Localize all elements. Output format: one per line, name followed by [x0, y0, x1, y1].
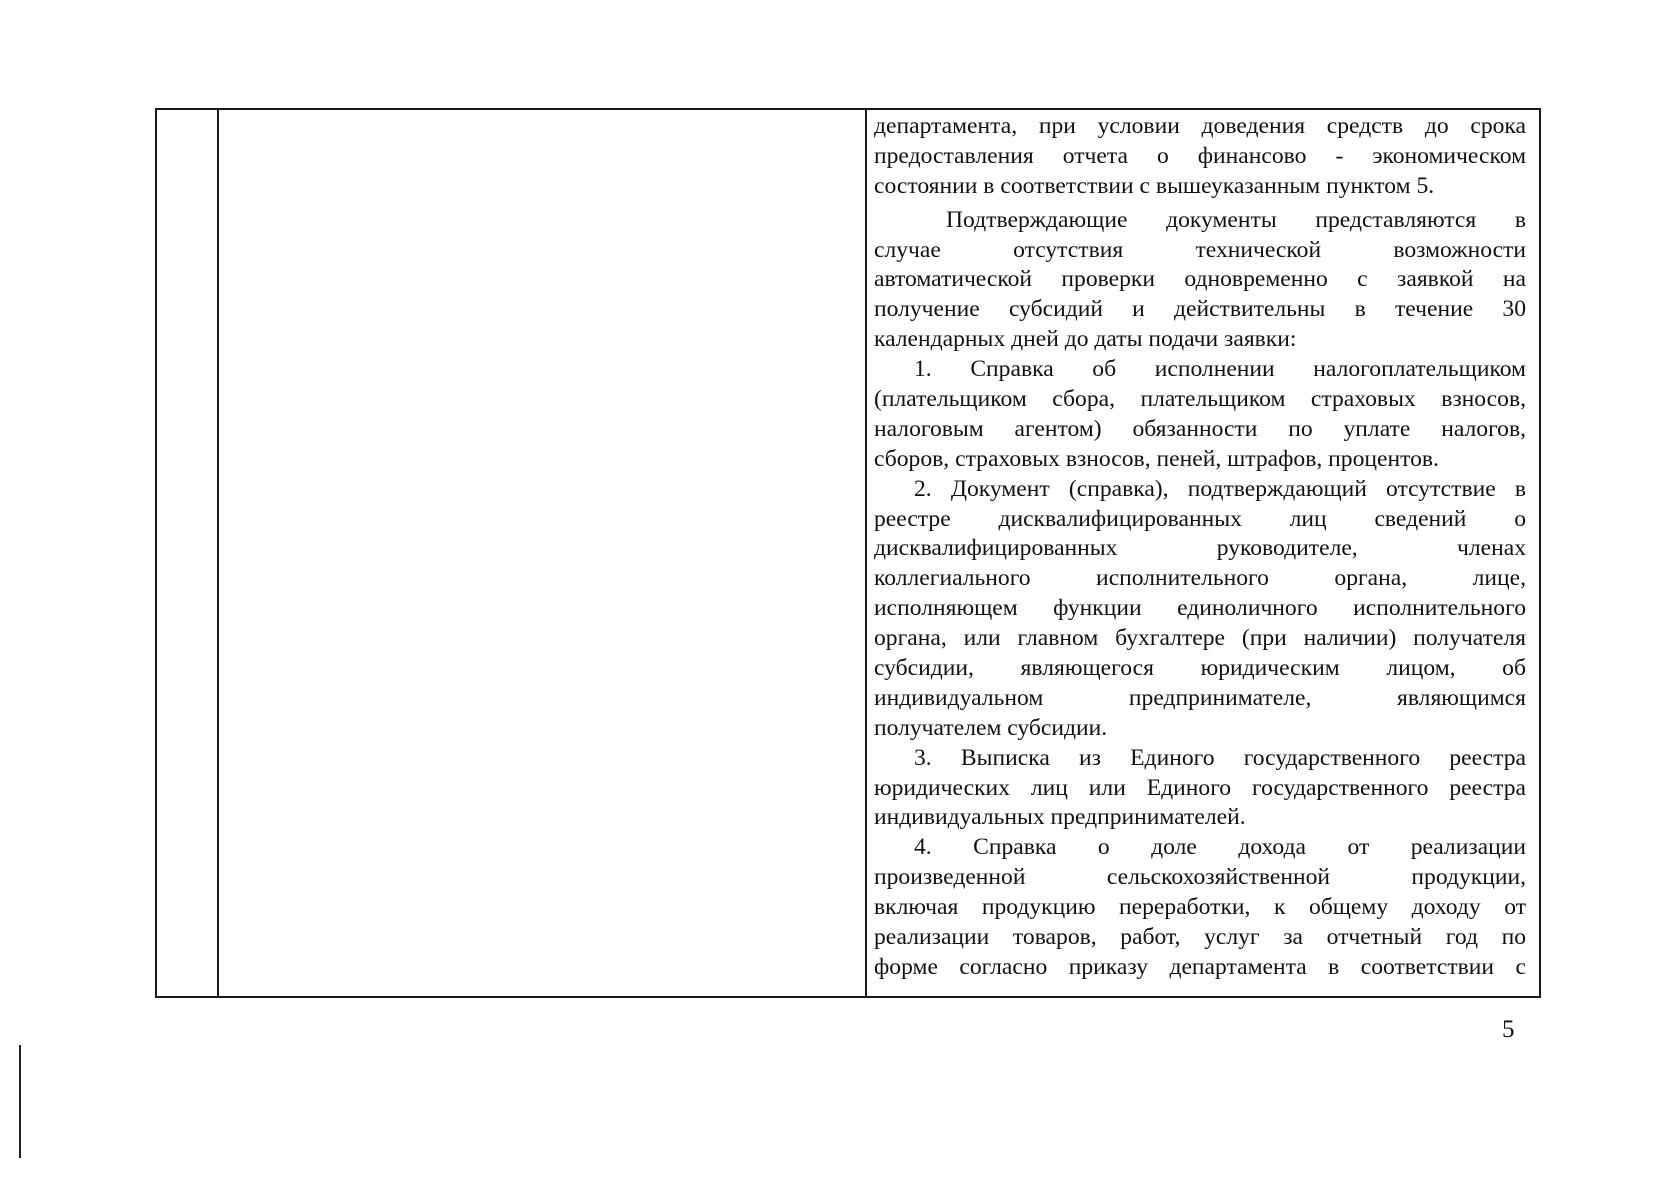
- text-line: 2. Документ (справка), подтверждающий отсутствие в: [914, 475, 1526, 502]
- text-line: 1. Справка об исполнении налогоплательщиком: [914, 356, 1526, 383]
- text-line: Подтверждающие документы представляются в: [946, 206, 1526, 233]
- text-line: реализации товаров, работ, услуг за отчетный год по: [874, 924, 1526, 951]
- text-line: получение субсидий и действительны в течение 30: [874, 296, 1526, 323]
- table-column-divider-1: [217, 110, 219, 996]
- text-line: индивидуальном предпринимателе, являющимся: [874, 684, 1526, 711]
- text-line: произведенной сельскохозяйственной продукции,: [874, 864, 1526, 891]
- text-line: получателем субсидии.: [874, 714, 1108, 741]
- text-line: форме согласно приказу департамента в соответствии с: [874, 953, 1526, 980]
- text-line: коллегиального исполнительного органа, лице,: [874, 565, 1526, 592]
- text-line: субсидии, являющегося юридическим лицом, об: [874, 655, 1526, 682]
- text-line: случае отсутствия технической возможности: [874, 236, 1526, 263]
- text-line: календарных дней до даты подачи заявки:: [874, 326, 1297, 353]
- margin-line: [19, 1045, 21, 1158]
- page-number: 5: [1502, 1016, 1515, 1043]
- text-line: реестре дисквалифицированных лиц сведений о: [874, 505, 1526, 532]
- table-cell-text: [874, 112, 1526, 983]
- text-line: (плательщиком сбора, плательщиком страховых взносов,: [874, 386, 1526, 413]
- text-line: 4. Справка о доле дохода от реализации: [914, 834, 1526, 861]
- text-line: индивидуальных предпринимателей.: [874, 804, 1246, 831]
- text-line: включая продукцию переработки, к общему доходу от: [874, 894, 1526, 921]
- text-line: исполняющем функции единоличного исполнительного: [874, 595, 1526, 622]
- text-line: состоянии в соответствии с вышеуказанным пунктом 5.: [874, 172, 1435, 199]
- text-line: органа, или главном бухгалтере (при наличии) получателя: [874, 625, 1526, 652]
- text-line: 3. Выписка из Единого государственного реестра: [914, 744, 1526, 771]
- text-line: департамента, при условии доведения средств до срока: [874, 113, 1526, 139]
- text-line: автоматической проверки одновременно с заявкой на: [874, 266, 1526, 293]
- text-line: сборов, страховых взносов, пеней, штрафов, процентов.: [874, 445, 1439, 472]
- text-line: дисквалифицированных руководителе, членах: [874, 535, 1526, 562]
- text-line: налоговым агентом) обязанности по уплате налогов,: [874, 415, 1526, 442]
- text-line: предоставления отчета о финансово - экономическом: [874, 142, 1526, 169]
- text-line: юридических лиц или Единого государственного реестра: [874, 774, 1526, 801]
- document-table: [155, 108, 1541, 998]
- table-column-divider-2: [865, 110, 867, 996]
